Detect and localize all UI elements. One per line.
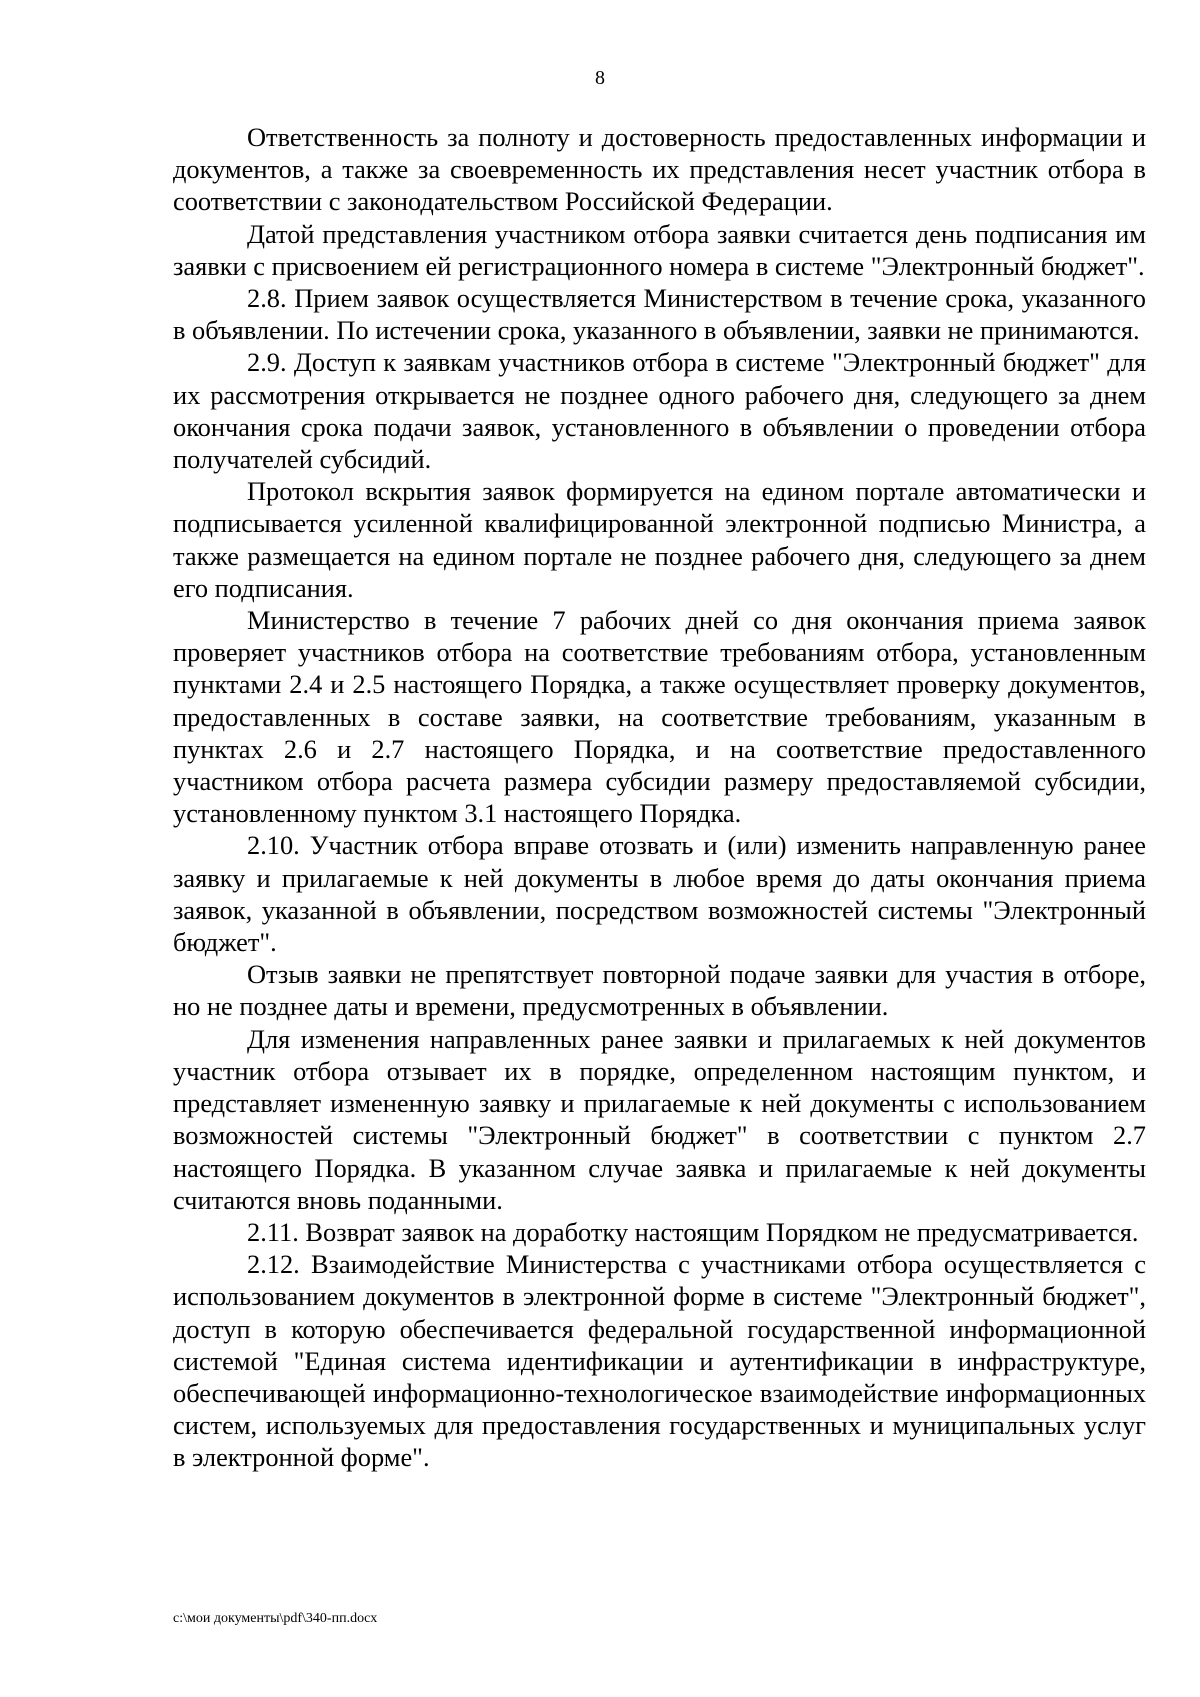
paragraph-2-11: 2.11. Возврат заявок на доработку настоящим Порядком не предусматривается.: [247, 1216, 1139, 1247]
paragraph-2-9: 2.9. Доступ к заявкам участников отбора в системе "Электронный бюджет" для их рассмотрения открывается не позднее одного рабочего дня, следующего за днем окончания срока подачи заявок, установленного в объявлении о проведении отбора получателей субсидий.: [173, 347, 1146, 475]
paragraph-2-10: 2.10. Участник отбора вправе отозвать и (или) изменить направленную ранее заявку и прилагаемые к ней документы в любое время до даты окончания приема заявок, указанной в объявлении, посредством возможностей системы "Электронный бюджет".: [173, 830, 1146, 958]
page-number: 8: [595, 67, 605, 89]
paragraph-submission-date: Датой представления участником отбора заявки считается день подписания им заявки с присвоением ей регистрационного номера в системе "Электронный бюджет".: [173, 218, 1146, 281]
paragraph-modification: Для изменения направленных ранее заявки и прилагаемых к ней документов участник отбора отзывает их в порядке, определенном настоящим пунктом, и представляет измененную заявку и прилагаемые к ней документы с использованием возможностей системы "Электронный бюджет" в соответствии с пунктом 2.7 настоящего Порядка. В указанном случае заявка и прилагаемые к ней документы считаются вновь поданными.: [173, 1023, 1146, 1215]
footer-file-path: c:\мои документы\pdf\340-пп.docx: [173, 1611, 378, 1626]
paragraph-ministry-check: Министерство в течение 7 рабочих дней со дня окончания приема заявок проверяет участников отбора на соответствие требованиям отбора, установленным пунктами 2.4 и 2.5 настоящего Порядка, а также осуществляет проверку документов, предоставленных в составе заявки, на соответствие требованиям, указанным в пунктах 2.6 и 2.7 настоящего Порядка, и на соответствие предоставленного участником отбора расчета размера субсидии размеру предоставляемой субсидии, установленному пунктом 3.1 настоящего Порядка.: [173, 605, 1146, 829]
document-body: [173, 121, 1146, 1474]
paragraph-withdrawal: Отзыв заявки не препятствует повторной подаче заявки для участия в отборе, но не позднее даты и времени, предусмотренных в объявлении.: [173, 959, 1146, 1022]
paragraph-2-8: 2.8. Прием заявок осуществляется Министерством в течение срока, указанного в объявлении. По истечении срока, указанного в объявлении, заявки не принимаются.: [173, 283, 1146, 346]
paragraph-2-12: 2.12. Взаимодействие Министерства с участниками отбора осуществляется с использованием документов в электронной форме в системе "Электронный бюджет", доступ в которую обеспечивается федеральной государственной информационной системой "Единая система идентификации и аутентификации в инфраструктуре, обеспечивающей информационно-технологическое взаимодействие информационных систем, используемых для предоставления государственных и муниципальных услуг в электронной форме".: [173, 1249, 1146, 1473]
paragraph-protocol: Протокол вскрытия заявок формируется на едином портале автоматически и подписывается усиленной квалифицированной электронной подписью Министра, а также размещается на едином портале не позднее рабочего дня, следующего за днем его подписания.: [173, 476, 1146, 603]
paragraph-responsibility: Ответственность за полноту и достоверность предоставленных информации и документов, а также за своевременность их представления несет участник отбора в соответствии с законодательством Российской Федерации.: [173, 122, 1146, 217]
